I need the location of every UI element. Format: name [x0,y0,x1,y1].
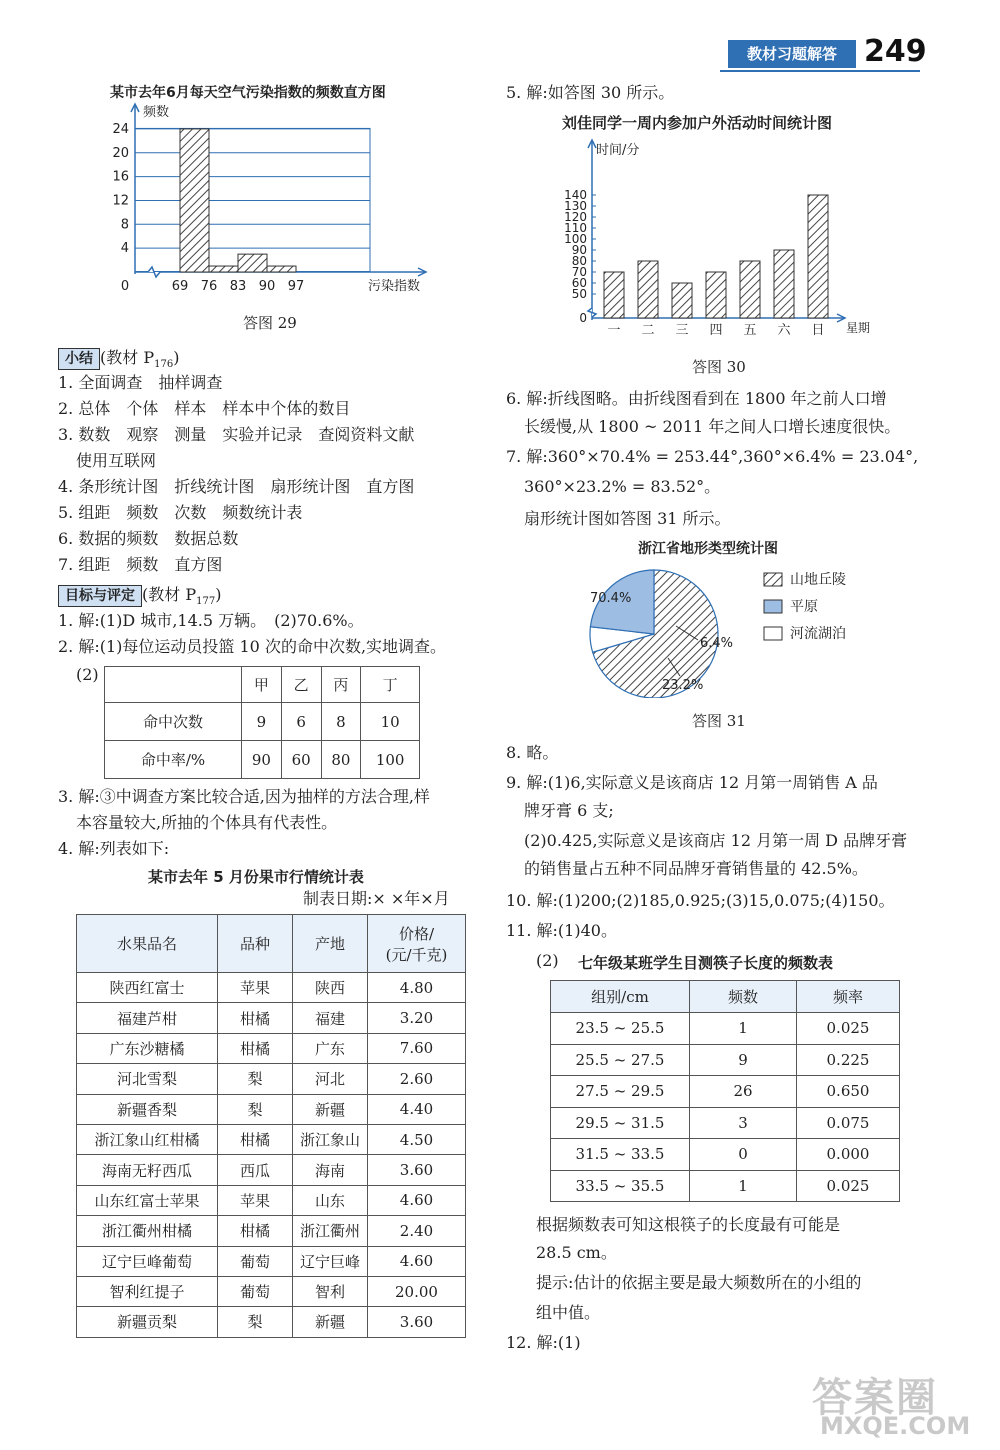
table-cell: 0.000 [797,1139,900,1171]
y-tick-label: 20 [112,145,129,161]
shoot-header-empty [105,667,242,703]
y-tick-label: 60 [571,276,587,290]
table-cell: 浙江象山红柑橘 [77,1124,218,1154]
table-cell: 0.650 [797,1076,900,1108]
table-cell: 0 [690,1139,797,1171]
table-cell: 9 [690,1044,797,1076]
shoot-header: 乙 [281,667,321,703]
table-cell: 10 [361,703,420,741]
chart31-caption: 答图 31 [692,712,746,730]
y-axis-label: 频数 [143,105,170,120]
slice-label-mountains: 70.4% [590,591,632,606]
table-cell: 33.5 ~ 35.5 [551,1170,690,1202]
fruit-header-price-line2: (元/千克) [385,945,448,964]
legend-label: 山地丘陵 [790,572,846,588]
table-row [551,1170,900,1202]
summary-item-7: 7. 组距 频数 直方图 [58,555,223,574]
table-cell: 福建 [293,1003,368,1033]
table-cell: 苹果 [218,1185,293,1215]
x-tick-label: 97 [287,279,305,294]
evaluation-source-end: ) [215,585,222,604]
legend-label: 平原 [790,599,818,615]
shoot-header: 丁 [361,667,420,703]
y-tick-label: 130 [564,199,587,213]
histogram-bar [209,266,238,272]
table-cell: 苹果 [218,973,293,1003]
summary-item-6: 6. 数据的频数 数据总数 [58,529,239,548]
axis-break [148,267,160,277]
legend-label: 河流湖泊 [790,626,846,642]
x-tick-label: 二 [641,323,655,338]
freq-header: 频数 [690,981,797,1013]
table-cell: 80 [321,741,361,779]
table-cell: 3.60 [368,1307,466,1337]
y-tick-label: 12 [112,193,129,209]
bar [604,272,624,318]
table-cell: 4.50 [368,1124,466,1154]
fruit-table-title: 某市去年 5 月份果市行情统计表 [148,868,364,886]
table-cell: 4.80 [368,973,466,1003]
table-cell: 广东沙糖橘 [77,1033,218,1063]
table-cell: 柑橘 [218,1033,293,1063]
table-cell: 26 [690,1076,797,1108]
table-cell: 命中次数 [105,703,242,741]
table-cell: 陕西 [293,973,368,1003]
right-q9-line4: 的销售量占五种不同品牌牙膏销售量的 42.5%。 [524,859,868,878]
fruit-header-name: 水果品名 [77,915,218,973]
chart31-pie-chart [570,558,900,698]
freq-table-title: 七年级某班学生目测筷子长度的频数表 [578,954,834,972]
table-cell: 25.5 ~ 27.5 [551,1044,690,1076]
table-row [77,1003,466,1033]
chart29-caption: 答图 29 [243,314,297,332]
y-tick-label: 80 [571,254,587,268]
fruit-header-price-line1: 价格/ [398,924,435,943]
x-tick-label: 0 [120,279,130,294]
watermark-url: MXQE.COM [820,1412,971,1440]
table-row [77,973,466,1003]
y-tick-label: 50 [571,287,587,301]
header-rule [720,70,920,72]
table-cell: 6 [281,703,321,741]
evaluation-source: (教材 P [142,585,197,604]
evaluation-q4: 4. 解:列表如下: [58,839,170,858]
fruit-header-origin: 产地 [293,915,368,973]
evaluation-source-page: 177 [196,596,216,608]
freq-header: 频率 [797,981,900,1013]
table-cell: 葡萄 [218,1276,293,1306]
table-row [551,1013,900,1045]
table-cell: 2.40 [368,1216,466,1246]
right-q9-line3: (2)0.425,实际意义是该商店 12 月第一周 D 品牌牙膏 [524,831,908,850]
shooting-table [104,666,420,779]
table-cell: 山东红富士苹果 [77,1185,218,1215]
y-tick-label: 16 [112,169,129,185]
table-cell: 海南无籽西瓜 [77,1155,218,1185]
fruit-header-variety: 品种 [218,915,293,973]
table-cell: 葡萄 [218,1246,293,1276]
table-cell: 梨 [218,1307,293,1337]
x-tick-label: 69 [171,279,189,294]
right-q6-line2: 长缓慢,从 1800 ~ 2011 年之间人口增长速度很快。 [524,417,901,436]
table-cell: 0.225 [797,1044,900,1076]
table-row [551,1139,900,1171]
summary-item-1: 1. 全面调查 抽样调查 [58,373,223,392]
table-cell: 新疆香梨 [77,1094,218,1124]
x-tick-label: 83 [229,279,247,294]
right-q11-conclusion-1: 根据频数表可知这根筷子的长度最有可能是 [536,1215,841,1234]
chart29-title: 某市去年6月每天空气污染指数的频数直方图 [110,85,386,101]
table-row [77,1276,466,1306]
table-cell: 3 [690,1107,797,1139]
shoot-header: 甲 [242,667,282,703]
table-cell: 新疆 [293,1094,368,1124]
table-cell: 29.5 ~ 31.5 [551,1107,690,1139]
y-tick-label: 90 [571,243,587,257]
evaluation-q2: 2. 解:(1)每位运动员投篮 10 次的命中次数,实地调查。 [58,637,447,656]
table-cell: 31.5 ~ 33.5 [551,1139,690,1171]
table-cell: 23.5 ~ 25.5 [551,1013,690,1045]
evaluation-label: 目标与评定 [58,585,142,607]
chart30-bar-chart [546,136,886,348]
y-axis-label: 时间/分 [596,143,640,158]
fruit-table-date: 制表日期:× ×年×月 [303,889,450,908]
bar [638,261,658,318]
table-cell: 智利红提子 [77,1276,218,1306]
table-cell: 新疆 [293,1307,368,1337]
right-q8: 8. 略。 [506,743,559,762]
slice-label-rivers: 6.4% [700,636,734,651]
y-tick-label: 120 [564,210,587,224]
y-tick-label: 24 [112,121,129,137]
table-cell: 陕西红富士 [77,973,218,1003]
table-row [77,1216,466,1246]
table-row [551,1107,900,1139]
x-tick-label: 三 [675,323,689,338]
chart30-caption: 答图 30 [692,358,746,376]
table-row [77,1185,466,1215]
summary-item-3-cont: 使用互联网 [76,451,157,470]
table-cell: 4.60 [368,1246,466,1276]
freq-header: 组别/cm [551,981,690,1013]
y-tick-label: 70 [571,265,587,279]
table-cell: 100 [361,741,420,779]
table-row [105,741,420,779]
table-cell: 柑橘 [218,1124,293,1154]
x-tick-label: 90 [258,279,276,294]
slice-label-plains: 23.2% [662,678,704,693]
x-axis-label: 星期 [846,321,871,335]
table-cell: 命中率/% [105,741,242,779]
shoot-header: 丙 [321,667,361,703]
summary-label: 小结 [58,348,100,370]
table-cell: 4.40 [368,1094,466,1124]
table-cell: 西瓜 [218,1155,293,1185]
summary-source: (教材 P [100,348,155,367]
table-cell: 辽宁巨峰 [293,1246,368,1276]
summary-item-2: 2. 总体 个体 样本 样本中个体的数目 [58,399,351,418]
summary-item-3: 3. 数数 观察 测量 实验并记录 查阅资料文献 [58,425,415,444]
y-tick-label: 8 [120,217,129,233]
evaluation-q2-part: (2) [76,665,99,684]
watermark-logo: 答案圈 [812,1375,938,1421]
table-row [105,703,420,741]
histogram-bar [267,266,296,272]
table-cell: 浙江象山 [293,1124,368,1154]
table-cell: 广东 [293,1033,368,1063]
table-cell: 20.00 [368,1276,466,1306]
table-cell: 8 [321,703,361,741]
table-row [77,1124,466,1154]
table-cell: 海南 [293,1155,368,1185]
table-cell: 浙江衢州 [293,1216,368,1246]
right-q10: 10. 解:(1)200;(2)185,0.925;(3)15,0.075;(4)150。 [506,891,895,910]
y-tick-label: 140 [564,188,587,202]
right-q6-line1: 6. 解:折线图略。由折线图看到在 1800 年之前人口增 [506,389,887,408]
table-cell: 柑橘 [218,1003,293,1033]
table-row [77,1307,466,1337]
table-cell: 90 [242,741,282,779]
x-tick-label: 76 [200,279,218,294]
table-row [77,1246,466,1276]
evaluation-q1: 1. 解:(1)D 城市,14.5 万辆。 (2)70.6%。 [58,611,364,630]
histogram-bar [180,129,209,272]
table-row [551,1044,900,1076]
right-q9-line1: 9. 解:(1)6,实际意义是该商店 12 月第一周销售 A 品 [506,773,878,792]
table-row [77,1064,466,1094]
table-cell: 60 [281,741,321,779]
table-cell: 河北 [293,1064,368,1094]
bar [774,250,794,318]
x-axis-label: 污染指数 [368,279,421,294]
bar [672,283,692,318]
table-cell: 河北雪梨 [77,1064,218,1094]
right-q9-line2: 牌牙膏 6 支; [524,801,614,820]
x-tick-label: 日 [811,323,825,338]
axis-break [588,308,596,317]
summary-item-4: 4. 条形统计图 折线统计图 扇形统计图 直方图 [58,477,415,496]
right-q7-line3: 扇形统计图如答图 31 所示。 [524,509,731,528]
chart30-title: 刘佳同学一周内参加户外活动时间统计图 [562,114,833,132]
table-cell: 梨 [218,1064,293,1094]
table-cell: 辽宁巨峰葡萄 [77,1246,218,1276]
x-tick-label: 一 [607,323,621,338]
chart29-histogram [100,102,445,302]
table-cell: 3.20 [368,1003,466,1033]
table-cell: 4.60 [368,1185,466,1215]
table-cell: 福建芦柑 [77,1003,218,1033]
table-cell: 9 [242,703,282,741]
x-tick-label: 五 [743,323,757,338]
right-q7-line2: 360°×23.2% = 83.52°。 [524,477,721,496]
table-cell: 1 [690,1013,797,1045]
frequency-table [550,980,900,1202]
y-tick-label: 0 [579,311,587,325]
legend-swatch [764,573,782,586]
right-q5: 5. 解:如答图 30 所示。 [506,83,675,102]
bar [740,261,760,318]
table-cell: 0.025 [797,1013,900,1045]
summary-source-page: 176 [154,359,174,371]
legend-swatch [764,600,782,613]
bar [706,272,726,318]
table-cell: 3.60 [368,1155,466,1185]
right-q12: 12. 解:(1) [506,1333,581,1352]
summary-item-5: 5. 组距 频数 次数 频数统计表 [58,503,303,522]
y-tick-label: 110 [564,221,587,235]
table-cell: 梨 [218,1094,293,1124]
table-row [77,1155,466,1185]
table-row [77,1033,466,1063]
page-number: 249 [864,34,927,69]
table-cell: 新疆贡梨 [77,1307,218,1337]
right-q11-hint-1: 提示:估计的依据主要是最大频数所在的小组的 [536,1273,862,1292]
chart31-title: 浙江省地形类型统计图 [638,541,778,557]
evaluation-q3-line2: 本容量较大,所抽的个体具有代表性。 [76,813,338,832]
table-cell: 0.075 [797,1107,900,1139]
summary-source-end: ) [173,348,180,367]
section-tag: 教材习题解答 [728,40,856,68]
histogram-bar [238,254,267,272]
table-cell: 27.5 ~ 29.5 [551,1076,690,1108]
bar [808,195,828,318]
table-cell: 柑橘 [218,1216,293,1246]
table-cell: 浙江衢州柑橘 [77,1216,218,1246]
table-row [551,1076,900,1108]
fruit-market-table [76,914,466,1338]
right-q11: 11. 解:(1)40。 [506,921,617,940]
table-cell: 山东 [293,1185,368,1215]
table-cell: 1 [690,1170,797,1202]
right-q11-part2: (2) [536,951,559,970]
table-cell: 0.025 [797,1170,900,1202]
legend-swatch [764,627,782,640]
evaluation-q3-line1: 3. 解:③中调查方案比较合适,因为抽样的方法合理,样 [58,787,430,806]
right-q11-hint-2: 组中值。 [536,1303,601,1322]
right-q7-line1: 7. 解:360°×70.4% = 253.44°,360°×6.4% = 23.04°, [506,447,919,466]
x-tick-label: 四 [709,323,723,338]
y-tick-label: 100 [564,232,587,246]
y-tick-label: 4 [120,241,129,257]
table-cell: 智利 [293,1276,368,1306]
table-cell: 2.60 [368,1064,466,1094]
table-row [77,1094,466,1124]
table-cell: 7.60 [368,1033,466,1063]
fruit-header-price [368,915,466,973]
right-q11-conclusion-2: 28.5 cm。 [536,1243,617,1262]
x-tick-label: 六 [777,323,791,338]
